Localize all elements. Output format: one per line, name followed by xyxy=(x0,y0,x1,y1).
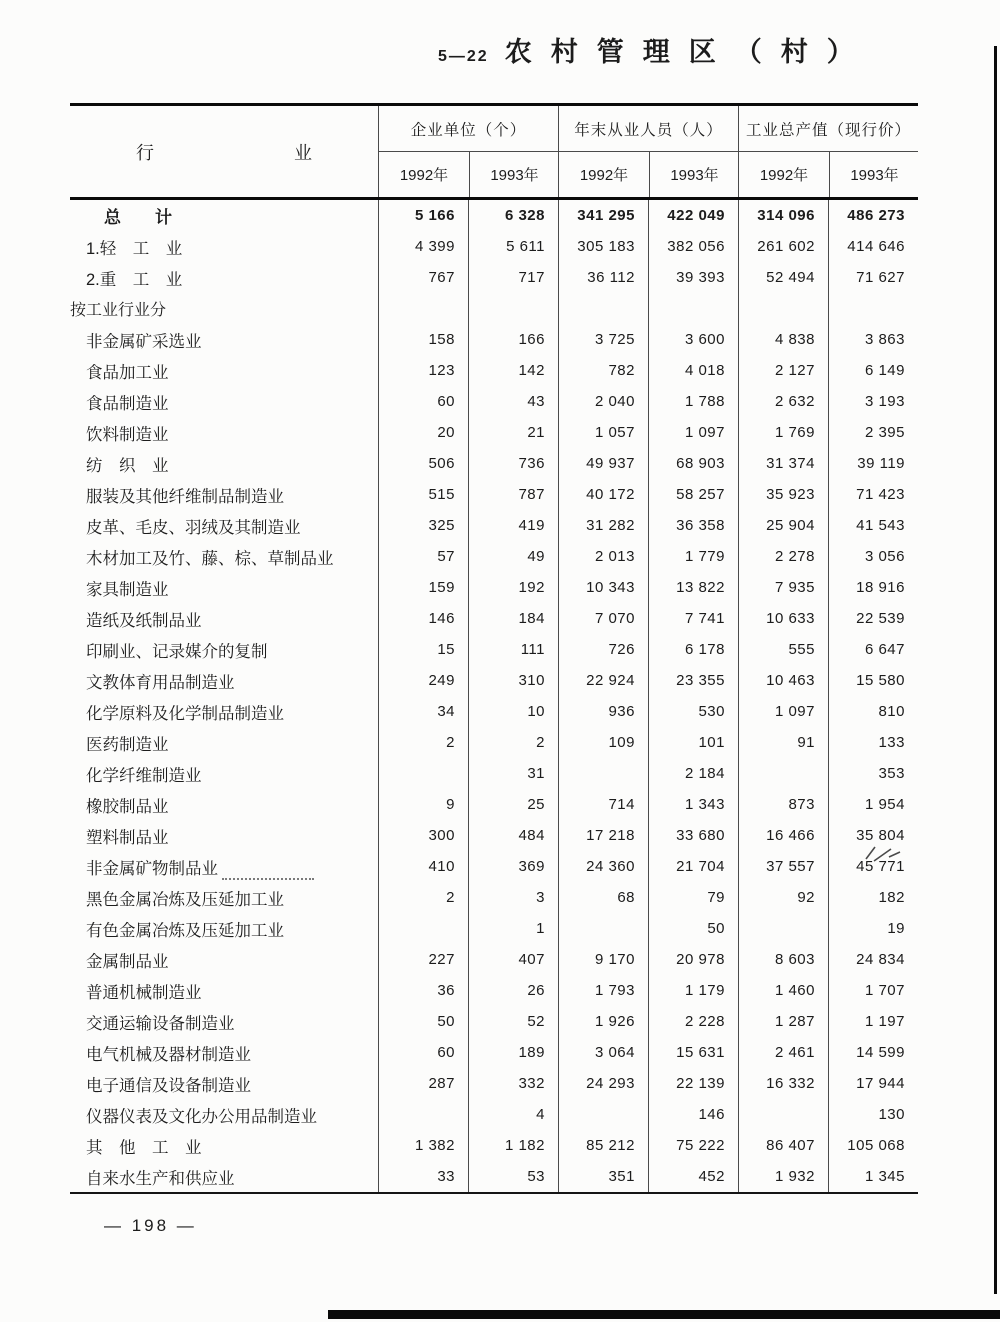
table-row xyxy=(70,1037,918,1068)
year-header: 1993年 xyxy=(649,152,739,197)
industry-label: 有色金属冶炼及压延加工业 xyxy=(86,921,284,940)
value-cell: 2 228 xyxy=(648,1006,738,1037)
value-cell: 68 xyxy=(558,882,648,913)
value-cell xyxy=(558,293,648,324)
column-group-enterprises xyxy=(378,106,558,197)
value-cell: 9 170 xyxy=(558,944,648,975)
industry-label: 按工业行业分 xyxy=(70,302,167,319)
value-cell: 111 xyxy=(468,634,558,665)
industry-label: 非金属矿物制品业 xyxy=(86,859,218,878)
value-cell: 8 603 xyxy=(738,944,828,975)
value-cell: 41 543 xyxy=(828,510,918,541)
value-cell: 1 707 xyxy=(828,975,918,1006)
value-cell: 57 xyxy=(378,541,468,572)
value-cell: 4 018 xyxy=(648,355,738,386)
value-cell: 16 466 xyxy=(738,820,828,851)
value-cell: 20 xyxy=(378,417,468,448)
value-cell: 22 139 xyxy=(648,1068,738,1099)
industry-label: 非金属矿采选业 xyxy=(86,332,202,351)
value-cell xyxy=(738,913,828,944)
value-cell: 22 539 xyxy=(828,603,918,634)
table-row xyxy=(70,851,918,882)
value-cell: 92 xyxy=(738,882,828,913)
value-cell: 555 xyxy=(738,634,828,665)
value-cell: 810 xyxy=(828,696,918,727)
value-cell: 2 461 xyxy=(738,1037,828,1068)
industry-label: 仪器仪表及文化办公用品制造业 xyxy=(86,1107,317,1126)
value-cell: 736 xyxy=(468,448,558,479)
value-cell: 305 183 xyxy=(558,231,648,262)
value-cell: 2 040 xyxy=(558,386,648,417)
table-row xyxy=(70,913,918,944)
value-cell: 91 xyxy=(738,727,828,758)
value-cell: 2 184 xyxy=(648,758,738,789)
value-cell: 410 xyxy=(378,851,468,882)
value-cell: 49 937 xyxy=(558,448,648,479)
value-cell: 506 xyxy=(378,448,468,479)
value-cell: 35 923 xyxy=(738,479,828,510)
value-cell: 6 149 xyxy=(828,355,918,386)
value-cell: 36 xyxy=(378,975,468,1006)
table-row xyxy=(70,1161,918,1192)
industry-label: 皮革、毛皮、羽绒及其制造业 xyxy=(86,518,301,537)
value-cell: 249 xyxy=(378,665,468,696)
industry-label: 1.轻 工 业 xyxy=(86,239,183,258)
table-row xyxy=(70,696,918,727)
value-cell: 35 804 xyxy=(828,820,918,851)
industry-label: 化学原料及化学制品制造业 xyxy=(86,704,284,723)
value-cell: 873 xyxy=(738,789,828,820)
industry-label: 其 他 工 业 xyxy=(86,1138,202,1157)
table-row xyxy=(70,603,918,634)
industry-label: 黑色金属冶炼及压延加工业 xyxy=(86,890,284,909)
value-cell: 3 193 xyxy=(828,386,918,417)
value-cell: 182 xyxy=(828,882,918,913)
table-row xyxy=(70,882,918,913)
value-cell: 21 704 xyxy=(648,851,738,882)
value-cell: 40 172 xyxy=(558,479,648,510)
column-group-output-value xyxy=(738,106,918,197)
value-cell: 192 xyxy=(468,572,558,603)
group-title: 年末从业人员（人） xyxy=(559,106,738,152)
value-cell: 60 xyxy=(378,1037,468,1068)
value-cell: 332 xyxy=(468,1068,558,1099)
value-cell: 422 049 xyxy=(648,200,738,231)
value-cell: 3 xyxy=(468,882,558,913)
value-cell: 261 602 xyxy=(738,231,828,262)
value-cell: 1 382 xyxy=(378,1130,468,1161)
value-cell: 369 xyxy=(468,851,558,882)
table-row xyxy=(70,634,918,665)
value-cell: 1 779 xyxy=(648,541,738,572)
value-cell: 530 xyxy=(648,696,738,727)
value-cell: 2 395 xyxy=(828,417,918,448)
industry-label: 普通机械制造业 xyxy=(86,983,202,1002)
value-cell xyxy=(738,758,828,789)
table-row xyxy=(70,448,918,479)
column-group-employees xyxy=(558,106,738,197)
value-cell: 3 600 xyxy=(648,324,738,355)
table-row xyxy=(70,324,918,355)
year-header: 1992年 xyxy=(399,167,449,184)
value-cell: 6 647 xyxy=(828,634,918,665)
value-cell: 714 xyxy=(558,789,648,820)
value-cell: 351 xyxy=(558,1161,648,1192)
value-cell: 101 xyxy=(648,727,738,758)
value-cell: 5 166 xyxy=(378,200,468,231)
value-cell: 33 680 xyxy=(648,820,738,851)
value-cell: 24 360 xyxy=(558,851,648,882)
value-cell: 36 112 xyxy=(558,262,648,293)
value-cell: 50 xyxy=(648,913,738,944)
value-cell: 159 xyxy=(378,572,468,603)
value-cell: 86 407 xyxy=(738,1130,828,1161)
table-header xyxy=(70,103,918,200)
industry-label: 总 计 xyxy=(104,208,172,227)
value-cell: 24 293 xyxy=(558,1068,648,1099)
value-cell: 419 xyxy=(468,510,558,541)
scan-edge-artifact xyxy=(328,1310,1000,1319)
industry-label: 食品加工业 xyxy=(86,363,169,382)
table-row xyxy=(70,386,918,417)
value-cell: 39 119 xyxy=(828,448,918,479)
table-row xyxy=(70,355,918,386)
value-cell: 33 xyxy=(378,1161,468,1192)
value-cell: 314 096 xyxy=(738,200,828,231)
value-cell: 15 631 xyxy=(648,1037,738,1068)
value-cell xyxy=(558,1099,648,1130)
value-cell: 767 xyxy=(378,262,468,293)
value-cell xyxy=(378,758,468,789)
value-cell: 4 399 xyxy=(378,231,468,262)
group-title: 企业单位（个） xyxy=(379,106,558,152)
table-row xyxy=(70,975,918,1006)
value-cell: 1 179 xyxy=(648,975,738,1006)
table-row xyxy=(70,231,918,262)
value-cell: 24 834 xyxy=(828,944,918,975)
value-cell: 6 328 xyxy=(468,200,558,231)
value-cell: 10 343 xyxy=(558,572,648,603)
value-cell: 4 838 xyxy=(738,324,828,355)
value-cell: 166 xyxy=(468,324,558,355)
value-cell xyxy=(558,758,648,789)
pencil-underline-artifact xyxy=(222,878,314,880)
value-cell: 1 926 xyxy=(558,1006,648,1037)
value-cell: 7 741 xyxy=(648,603,738,634)
industry-column-header xyxy=(70,106,378,197)
industry-label: 饮料制造业 xyxy=(86,425,169,444)
value-cell: 49 xyxy=(468,541,558,572)
value-cell: 37 557 xyxy=(738,851,828,882)
industry-label: 食品制造业 xyxy=(86,394,169,413)
value-cell xyxy=(738,293,828,324)
pen-mark-artifact xyxy=(862,838,904,871)
value-cell: 75 222 xyxy=(648,1130,738,1161)
industry-label: 金属制品业 xyxy=(86,952,169,971)
value-cell: 52 xyxy=(468,1006,558,1037)
value-cell: 2 xyxy=(468,727,558,758)
value-cell: 341 295 xyxy=(558,200,648,231)
table-row xyxy=(70,789,918,820)
value-cell: 17 944 xyxy=(828,1068,918,1099)
value-cell: 9 xyxy=(378,789,468,820)
table-row xyxy=(70,293,918,324)
value-cell: 7 935 xyxy=(738,572,828,603)
value-cell: 1 097 xyxy=(648,417,738,448)
table-row xyxy=(70,944,918,975)
value-cell: 34 xyxy=(378,696,468,727)
value-cell: 3 725 xyxy=(558,324,648,355)
table-row xyxy=(70,758,918,789)
industry-label: 造纸及纸制品业 xyxy=(86,611,202,630)
industry-header-char: 行 xyxy=(136,142,154,163)
value-cell: 1 057 xyxy=(558,417,648,448)
value-cell: 1 097 xyxy=(738,696,828,727)
table-row xyxy=(70,1006,918,1037)
industry-label: 家具制造业 xyxy=(86,580,169,599)
table-row xyxy=(70,665,918,696)
value-cell: 726 xyxy=(558,634,648,665)
value-cell: 22 924 xyxy=(558,665,648,696)
table-row xyxy=(70,1099,918,1130)
industry-label: 木材加工及竹、藤、棕、草制品业 xyxy=(86,549,334,568)
value-cell: 3 064 xyxy=(558,1037,648,1068)
value-cell: 717 xyxy=(468,262,558,293)
value-cell: 300 xyxy=(378,820,468,851)
value-cell: 407 xyxy=(468,944,558,975)
value-cell: 1 460 xyxy=(738,975,828,1006)
table-row xyxy=(70,200,918,231)
value-cell: 50 xyxy=(378,1006,468,1037)
value-cell: 2 127 xyxy=(738,355,828,386)
table-row xyxy=(70,820,918,851)
value-cell: 325 xyxy=(378,510,468,541)
value-cell: 3 863 xyxy=(828,324,918,355)
industry-label: 服装及其他纤维制品制造业 xyxy=(86,487,284,506)
value-cell: 2 xyxy=(378,727,468,758)
value-cell: 39 393 xyxy=(648,262,738,293)
industry-label: 电气机械及器材制造业 xyxy=(86,1045,251,1064)
value-cell xyxy=(828,293,918,324)
value-cell: 17 218 xyxy=(558,820,648,851)
value-cell xyxy=(378,1099,468,1130)
value-cell: 26 xyxy=(468,975,558,1006)
value-cell: 109 xyxy=(558,727,648,758)
value-cell xyxy=(378,913,468,944)
table-row xyxy=(70,572,918,603)
value-cell: 71 627 xyxy=(828,262,918,293)
value-cell: 382 056 xyxy=(648,231,738,262)
value-cell: 142 xyxy=(468,355,558,386)
value-cell: 20 978 xyxy=(648,944,738,975)
table-row xyxy=(70,727,918,758)
value-cell: 184 xyxy=(468,603,558,634)
industry-label: 医药制造业 xyxy=(86,735,169,754)
value-cell: 2 xyxy=(378,882,468,913)
value-cell: 452 xyxy=(648,1161,738,1192)
value-cell: 486 273 xyxy=(828,200,918,231)
value-cell: 53 xyxy=(468,1161,558,1192)
value-cell: 1 769 xyxy=(738,417,828,448)
value-cell: 31 xyxy=(468,758,558,789)
table-row xyxy=(70,1130,918,1161)
value-cell: 10 633 xyxy=(738,603,828,634)
value-cell: 16 332 xyxy=(738,1068,828,1099)
value-cell: 14 599 xyxy=(828,1037,918,1068)
value-cell: 146 xyxy=(648,1099,738,1130)
value-cell: 3 056 xyxy=(828,541,918,572)
value-cell: 1 954 xyxy=(828,789,918,820)
value-cell: 31 374 xyxy=(738,448,828,479)
industry-label: 文教体育用品制造业 xyxy=(86,673,235,692)
value-cell: 189 xyxy=(468,1037,558,1068)
table-row xyxy=(70,479,918,510)
industry-label: 塑料制品业 xyxy=(86,828,169,847)
value-cell: 25 904 xyxy=(738,510,828,541)
value-cell: 133 xyxy=(828,727,918,758)
table-body xyxy=(70,200,918,1194)
industry-label: 化学纤维制造业 xyxy=(86,766,202,785)
value-cell xyxy=(738,1099,828,1130)
page-title xyxy=(438,30,873,69)
table-row xyxy=(70,417,918,448)
industry-label: 印刷业、记录媒介的复制 xyxy=(86,642,268,661)
value-cell: 68 903 xyxy=(648,448,738,479)
value-cell: 85 212 xyxy=(558,1130,648,1161)
scan-edge-artifact xyxy=(994,46,997,1294)
value-cell: 15 580 xyxy=(828,665,918,696)
table-row xyxy=(70,262,918,293)
value-cell: 787 xyxy=(468,479,558,510)
value-cell: 782 xyxy=(558,355,648,386)
value-cell: 10 xyxy=(468,696,558,727)
table-row xyxy=(70,1068,918,1099)
value-cell: 1 197 xyxy=(828,1006,918,1037)
value-cell: 2 632 xyxy=(738,386,828,417)
value-cell: 2 278 xyxy=(738,541,828,572)
value-cell: 1 182 xyxy=(468,1130,558,1161)
value-cell: 1 343 xyxy=(648,789,738,820)
value-cell: 1 932 xyxy=(738,1161,828,1192)
value-cell: 18 916 xyxy=(828,572,918,603)
value-cell: 6 178 xyxy=(648,634,738,665)
value-cell: 71 423 xyxy=(828,479,918,510)
value-cell: 31 282 xyxy=(558,510,648,541)
page-number: — 198 — xyxy=(104,1216,197,1235)
value-cell xyxy=(648,293,738,324)
value-cell: 227 xyxy=(378,944,468,975)
value-cell: 310 xyxy=(468,665,558,696)
value-cell xyxy=(378,293,468,324)
value-cell: 2 013 xyxy=(558,541,648,572)
year-header: 1992年 xyxy=(759,167,809,184)
year-subheaders xyxy=(559,152,738,197)
value-cell: 52 494 xyxy=(738,262,828,293)
value-cell: 515 xyxy=(378,479,468,510)
industry-label: 橡胶制品业 xyxy=(86,797,169,816)
value-cell: 43 xyxy=(468,386,558,417)
value-cell: 146 xyxy=(378,603,468,634)
value-cell: 19 xyxy=(828,913,918,944)
value-cell: 130 xyxy=(828,1099,918,1130)
value-cell: 1 788 xyxy=(648,386,738,417)
value-cell: 15 xyxy=(378,634,468,665)
value-cell: 4 xyxy=(468,1099,558,1130)
year-subheaders xyxy=(739,152,918,197)
value-cell: 1 793 xyxy=(558,975,648,1006)
industry-label: 电子通信及设备制造业 xyxy=(86,1076,251,1095)
industry-label: 2.重 工 业 xyxy=(86,270,183,289)
value-cell: 60 xyxy=(378,386,468,417)
value-cell: 13 822 xyxy=(648,572,738,603)
industry-label: 纺 织 业 xyxy=(86,456,169,475)
value-cell: 58 257 xyxy=(648,479,738,510)
industry-label: 自来水生产和供应业 xyxy=(86,1169,235,1188)
value-cell: 1 345 xyxy=(828,1161,918,1192)
value-cell: 484 xyxy=(468,820,558,851)
value-cell: 5 611 xyxy=(468,231,558,262)
industry-label: 交通运输设备制造业 xyxy=(86,1014,235,1033)
value-cell: 1 xyxy=(468,913,558,944)
value-cell: 936 xyxy=(558,696,648,727)
value-cell: 36 358 xyxy=(648,510,738,541)
industry-header-char: 业 xyxy=(294,142,312,163)
value-cell: 21 xyxy=(468,417,558,448)
value-cell: 287 xyxy=(378,1068,468,1099)
value-cell: 7 070 xyxy=(558,603,648,634)
value-cell: 414 646 xyxy=(828,231,918,262)
value-cell xyxy=(468,293,558,324)
table-number: 5—22 xyxy=(438,48,489,65)
year-header: 1993年 xyxy=(469,152,559,197)
value-cell: 1 287 xyxy=(738,1006,828,1037)
year-subheaders xyxy=(379,152,558,197)
value-cell xyxy=(558,913,648,944)
value-cell: 10 463 xyxy=(738,665,828,696)
value-cell: 123 xyxy=(378,355,468,386)
value-cell: 158 xyxy=(378,324,468,355)
value-cell: 79 xyxy=(648,882,738,913)
table-row xyxy=(70,510,918,541)
year-header: 1992年 xyxy=(579,167,629,184)
statistics-table xyxy=(70,103,918,1194)
value-cell: 45 771 xyxy=(828,851,918,882)
value-cell: 105 068 xyxy=(828,1130,918,1161)
value-cell: 23 355 xyxy=(648,665,738,696)
table-row xyxy=(70,541,918,572)
group-title: 工业总产值（现行价） xyxy=(739,106,918,152)
year-header: 1993年 xyxy=(829,152,919,197)
value-cell: 353 xyxy=(828,758,918,789)
table-title: 农村管理区（村） xyxy=(504,37,873,67)
value-cell: 25 xyxy=(468,789,558,820)
